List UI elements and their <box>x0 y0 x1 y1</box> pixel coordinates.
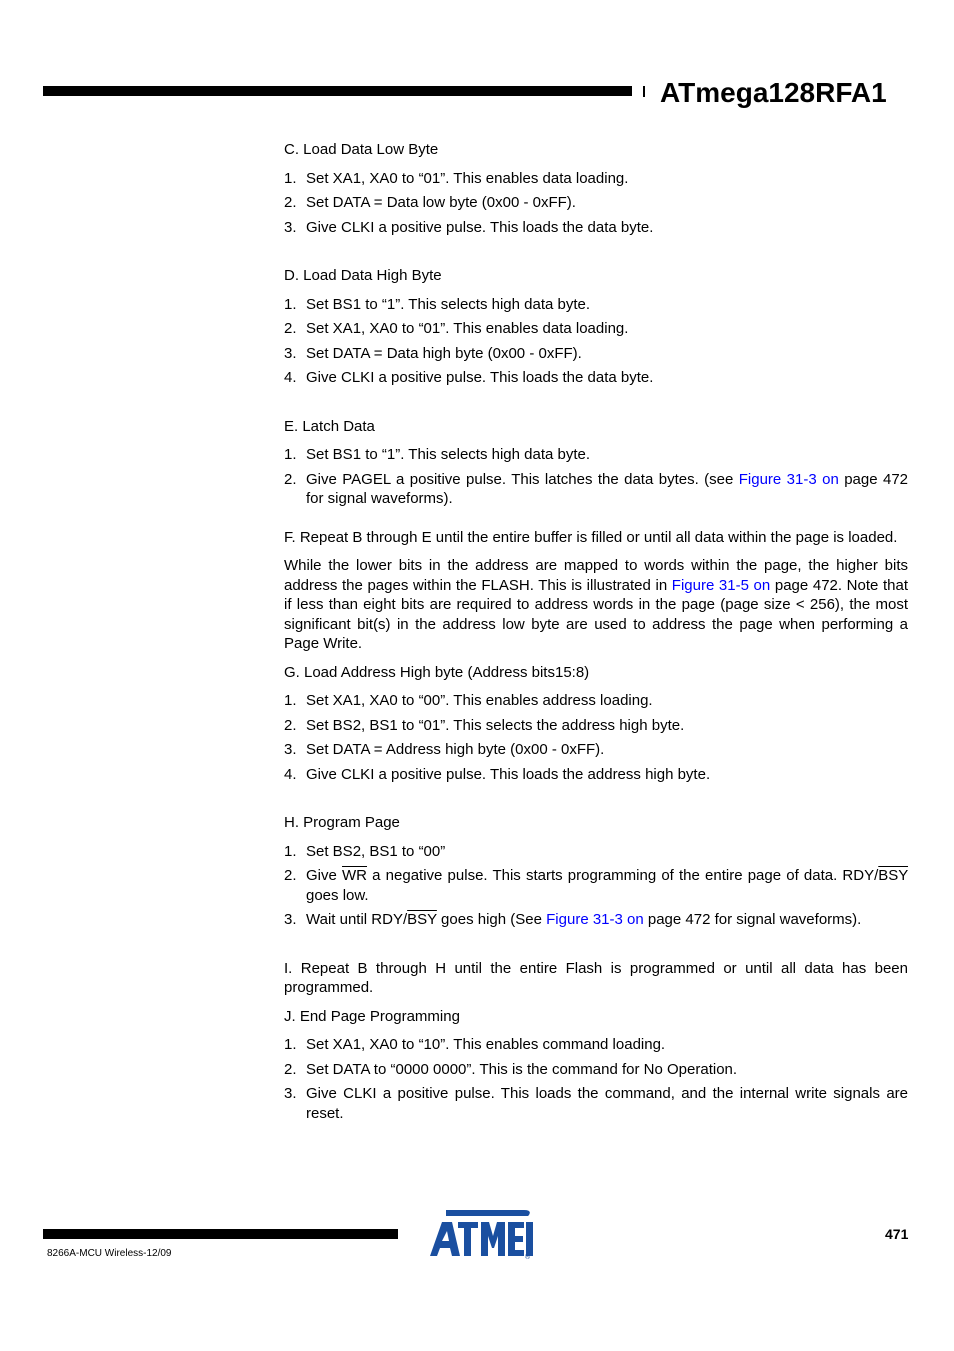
address-paragraph: While the lower bits in the address are mapped to words within the page, the higher bits address the pages within the FLASH. This is illustrated in Figure 31-5 on page 472. Note that if less than eight bits are required to address words in the page (page size < 256), the most significant bit(s) in the address low byte are used to address the page when performing a Page Write. <box>284 557 908 652</box>
list-item: 1. Set BS1 to “1”. This selects high data byte. <box>284 446 591 463</box>
list-item: 2. Give PAGEL a positive pulse. This latches the data bytes. (see Figure 31-3 on page 472 for signal waveforms). <box>284 470 909 507</box>
section-h-steps <box>284 842 908 930</box>
section-j-steps <box>284 1035 908 1123</box>
list-item: 3. Wait until RDY/$\overline{BSY}$ goes high (See Figure 31-3 on page 472 for signal waveforms). <box>284 911 862 928</box>
list-item: 1. Set BS1 to “1”. This selects high data byte. <box>284 295 591 313</box>
list-item: 1. Set XA1, XA0 to “01”. This enables data loading. <box>284 169 629 187</box>
section-g-steps <box>284 691 908 784</box>
list-item: 1. Set XA1, XA0 to “10”. This enables command loading. <box>284 1036 666 1053</box>
section-g-heading: G. Load Address High byte (Address bits15:8) <box>284 663 590 681</box>
section-c-heading: C. Load Data Low Byte <box>284 141 439 158</box>
page-content <box>284 140 908 1123</box>
page-number: 471 <box>885 1226 909 1242</box>
list-item: 3. Set DATA = Address high byte (0x00 - 0xFF). <box>284 741 605 758</box>
list-item: 2. Set DATA = Data low byte (0x00 - 0xFF). <box>284 194 576 211</box>
document-code: 8266A-MCU Wireless-12/09 <box>47 1248 172 1259</box>
header-rule <box>43 86 632 96</box>
figure-31-3-link[interactable]: Figure 31-3 on <box>546 911 644 928</box>
header-rule-tick <box>643 86 645 97</box>
list-item: 1. Set XA1, XA0 to “00”. This enables address loading. <box>284 692 653 709</box>
list-item: 3. Give CLKI a positive pulse. This loads the data byte. <box>284 218 654 236</box>
figure-31-5-link[interactable]: Figure 31-5 on <box>671 576 771 594</box>
section-e-steps <box>284 445 908 509</box>
list-item: 2. Set BS2, BS1 to “01”. This selects the address high byte. <box>284 716 685 734</box>
registered-mark: ® <box>525 1254 531 1260</box>
section-e-heading: E. Latch Data <box>284 417 375 435</box>
section-i-text: I. Repeat B through H until the entire Flash is programmed or until all data has been programmed. <box>284 959 908 996</box>
list-item: 4. Give CLKI a positive pulse. This loads the data byte. <box>284 369 654 386</box>
document-title: ATmega128RFA1 <box>660 77 887 108</box>
list-item: 3. Give CLKI a positive pulse. This loads the command, and the internal write signals are reset. <box>284 1085 908 1122</box>
footer-rule <box>43 1229 398 1239</box>
bsy-signal: $\overline{BSY}$ <box>407 911 437 928</box>
wr-signal: $\overline{WR}$ <box>342 867 368 884</box>
bsy-signal: $\overline{BSY}$ <box>878 867 909 884</box>
section-h-heading: H. Program Page <box>284 814 400 831</box>
section-j-heading: J. End Page Programming <box>284 1007 460 1025</box>
section-c-steps <box>284 169 908 238</box>
section-f-text: F. Repeat B through E until the entire buffer is filled or until all data within the page is loaded. <box>284 528 898 546</box>
list-item: 2. Give $\overline{WR}$ a negative pulse. This starts programming of the entire page of data. RDY/$\overline{BSY}$ goes low. <box>284 867 909 904</box>
atmel-logo <box>428 1208 534 1260</box>
list-item: 2. Set XA1, XA0 to “01”. This enables data loading. <box>284 320 629 337</box>
section-d-heading: D. Load Data High Byte <box>284 267 442 284</box>
figure-31-3-link[interactable]: Figure 31-3 on <box>738 470 839 488</box>
list-item: 3. Set DATA = Data high byte (0x00 - 0xFF). <box>284 344 582 362</box>
list-item: 4. Give CLKI a positive pulse. This loads the address high byte. <box>284 765 711 783</box>
list-item: 1. Set BS2, BS1 to “00” <box>284 842 446 860</box>
list-item: 2. Set DATA to “0000 0000”. This is the command for No Operation. <box>284 1060 738 1078</box>
section-d-steps <box>284 295 908 388</box>
